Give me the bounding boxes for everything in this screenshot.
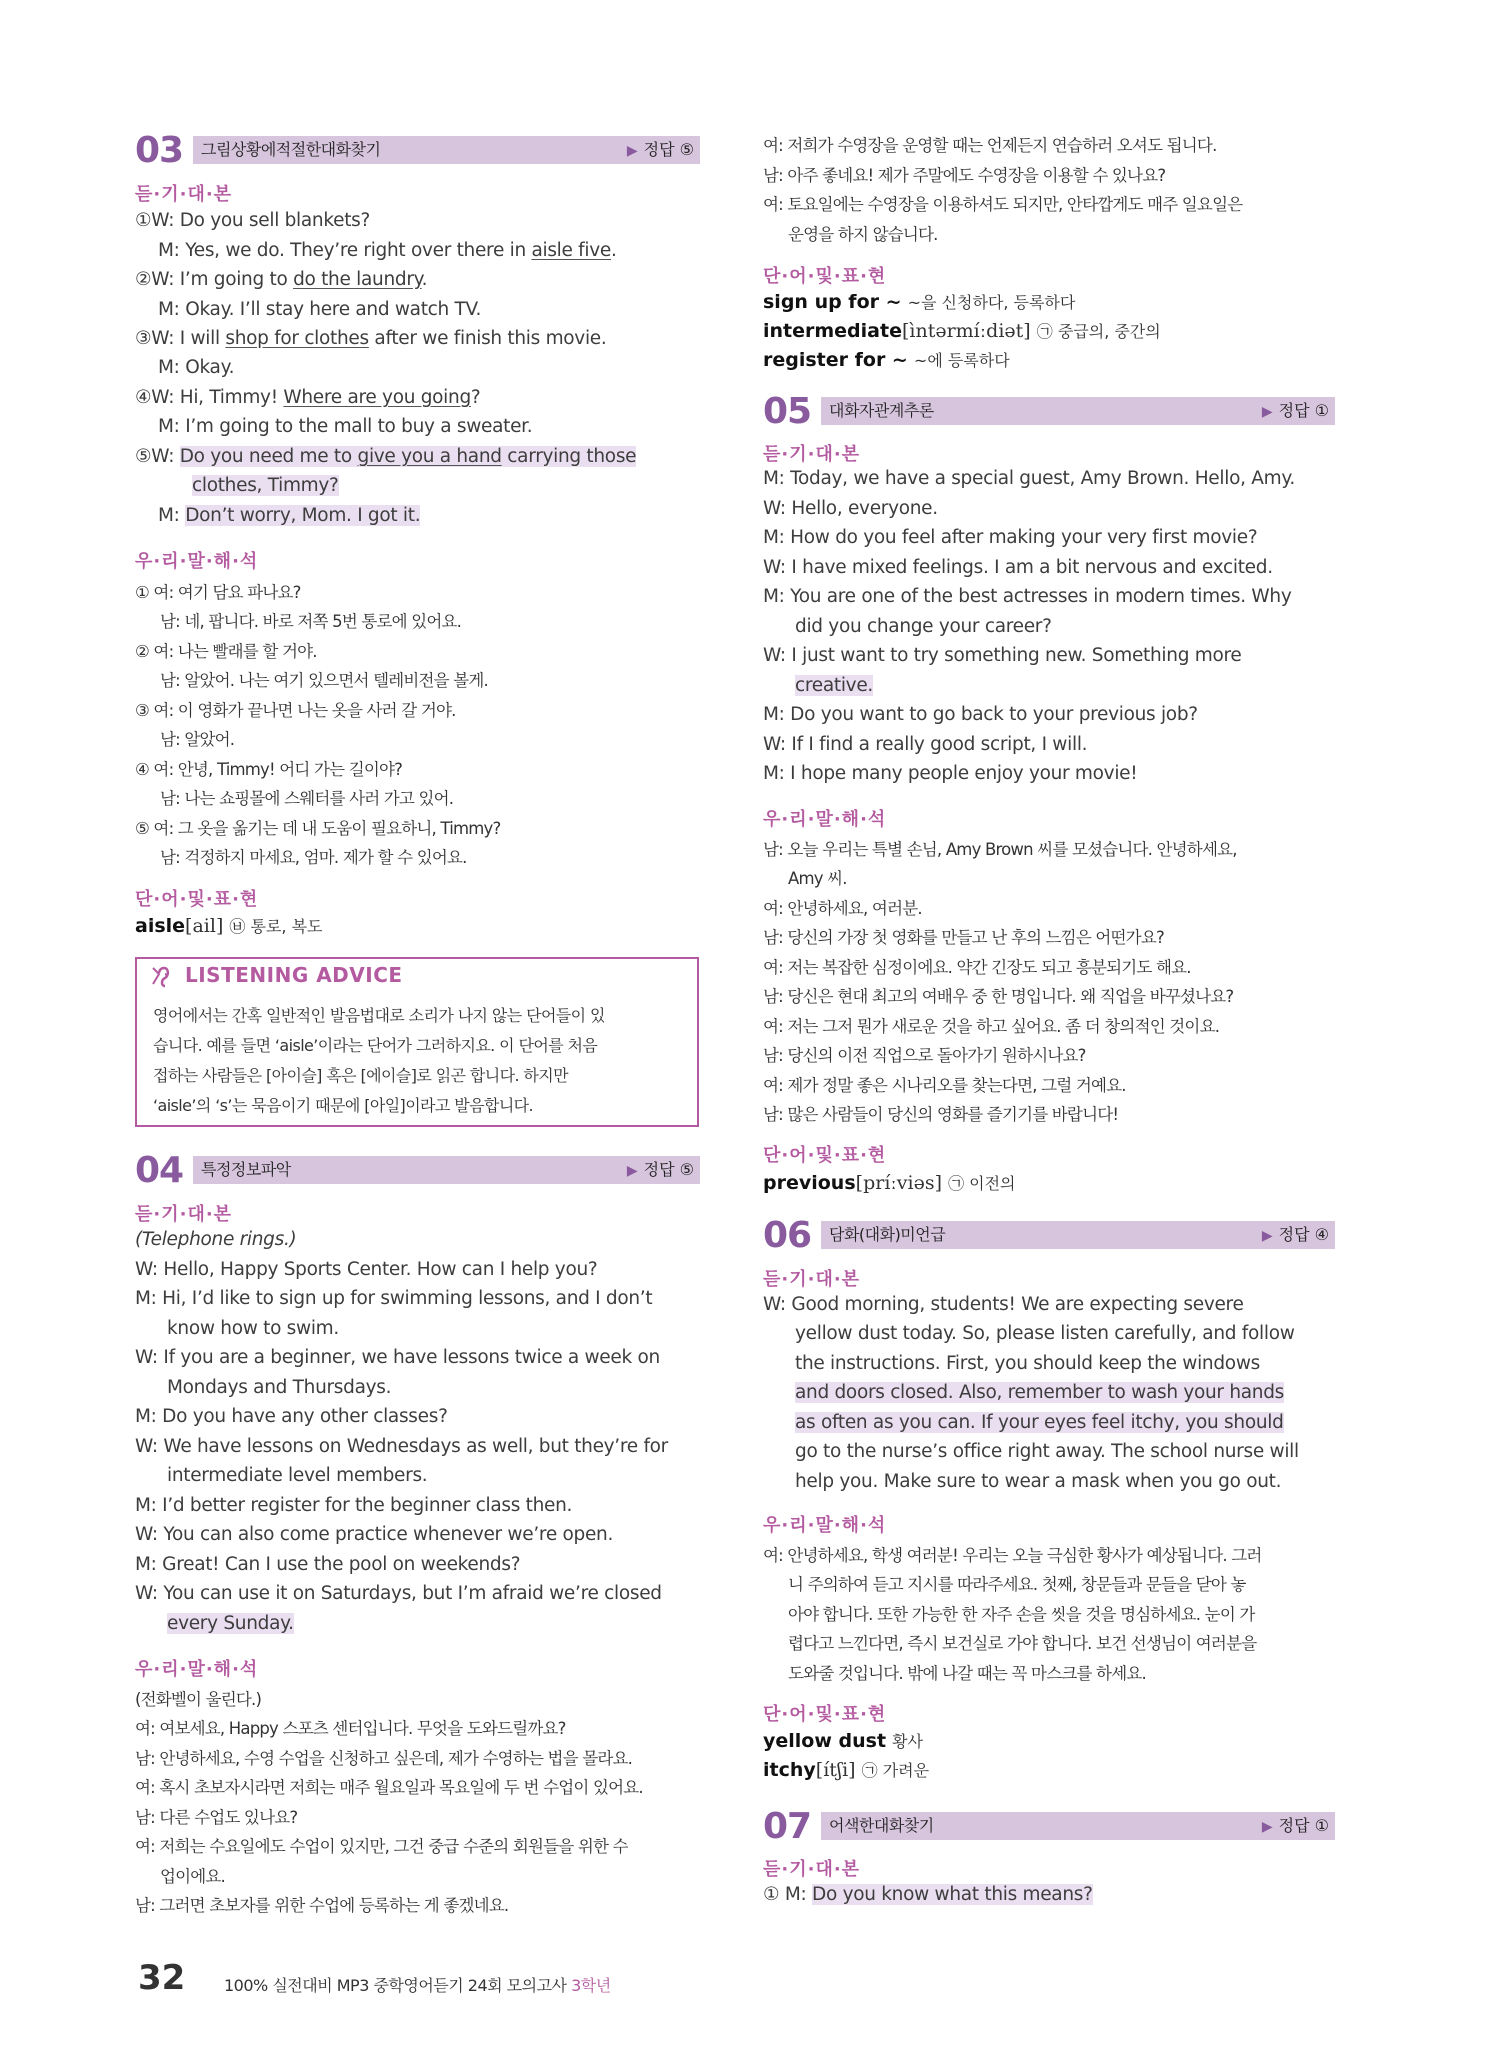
script-line: help you. Make sure to wear a mask when you go out. — [795, 1471, 1282, 1492]
translation-line: 남: 나는 쇼핑몰에 스웨터를 사러 가고 있어. — [160, 789, 454, 808]
triangle-icon: ▶ — [1261, 404, 1273, 420]
translation-line: 여: 안녕하세요, 여러분. — [763, 899, 922, 918]
translation-line: 아야 합니다. 또한 가능한 한 자주 손을 씻을 것을 명심하세요. 눈이 가 — [788, 1605, 1255, 1624]
vocab-item: intermediate[ìntərmíːdiət] ㉠ 중급의, 중간의 — [763, 320, 1161, 342]
script-line: W: We have lessons on Wednesdays as well, but they’re for — [135, 1436, 668, 1457]
triangle-icon: ▶ — [1261, 1819, 1273, 1835]
advice-line: 접하는 사람들은 [아이슬] 혹은 [에이슬]로 읽곤 합니다. 하지만 — [153, 1066, 569, 1085]
script-line: ⑤W: Do you need me to give you a hand carrying those — [135, 446, 637, 467]
vocab-item: aisle[ail] ㉥ 통로, 복도 — [135, 915, 323, 937]
script-line: did you change your career? — [795, 616, 1052, 637]
script-line: ① M: Do you know what this means? — [763, 1884, 1093, 1905]
script-line: M: You are one of the best actresses in modern times. Why — [763, 586, 1292, 607]
question-title-bar — [193, 136, 700, 164]
question-title: 대화자관계추론 — [829, 401, 934, 420]
script-line: and doors closed. Also, remember to wash your hands — [795, 1382, 1284, 1403]
question-title-bar — [821, 1221, 1335, 1249]
question-number: 05 — [763, 391, 812, 432]
translation-line: 남: 많은 사람들이 당신의 영화를 즐기기를 바랍니다! — [763, 1105, 1119, 1124]
question-title-bar — [193, 1156, 700, 1184]
script-line: ④W: Hi, Timmy! Where are you going? — [135, 387, 481, 408]
section-vocab-label: 단·어·및·표·현 — [135, 889, 259, 910]
script-line: (Telephone rings.) — [135, 1229, 297, 1250]
question-title: 어색한대화찾기 — [829, 1816, 934, 1835]
question-title-bar — [821, 1812, 1335, 1840]
script-line: W: If you are a beginner, we have lessons twice a week on — [135, 1347, 660, 1368]
script-line: Mondays and Thursdays. — [167, 1377, 392, 1398]
question-number: 06 — [763, 1215, 812, 1256]
script-line: M: I’m going to the mall to buy a sweater. — [158, 416, 533, 437]
footer-title: 100% 실전대비 MP3 중학영어듣기 24회 모의고사 3학년 — [224, 1976, 611, 1995]
section-script-label: 듣·기·대·본 — [763, 1269, 861, 1290]
section-translation-label: 우·리·말·해·석 — [763, 1515, 887, 1536]
script-line: clothes, Timmy? — [192, 475, 339, 496]
translation-line: 여: 저는 복잡한 심정이에요. 약간 긴장도 되고 흥분되기도 해요. — [763, 958, 1191, 977]
translation-line: ① 여: 여기 담요 파나요? — [135, 583, 301, 602]
script-line: ①W: Do you sell blankets? — [135, 210, 371, 231]
translation-line: 남: 알았어. — [160, 730, 235, 749]
translation-line: 여: 혹시 초보자시라면 저희는 매주 월요일과 목요일에 두 번 수업이 있어요. — [135, 1778, 643, 1797]
script-line: M: Yes, we do. They’re right over there in aisle five. — [158, 240, 617, 261]
translation-line: 남: 네, 팝니다. 바로 저쪽 5번 통로에 있어요. — [160, 612, 462, 631]
section-translation-label: 우·리·말·해·석 — [135, 551, 259, 572]
section-script-label: 듣·기·대·본 — [763, 444, 861, 465]
section-vocab-label: 단·어·및·표·현 — [763, 1145, 887, 1166]
script-line: ②W: I’m going to do the laundry. — [135, 269, 428, 290]
answer-label: ▶ 정답 ① — [1261, 1816, 1329, 1835]
script-line: W: You can use it on Saturdays, but I’m afraid we’re closed — [135, 1583, 662, 1604]
question-05-header — [763, 391, 1335, 433]
script-line: W: If I find a really good script, I will. — [763, 734, 1088, 755]
vocab-item: register for ~ ~에 등록하다 — [763, 349, 1010, 371]
section-vocab-label: 단·어·및·표·현 — [763, 266, 887, 287]
translation-line: 여: 제가 정말 좋은 시나리오를 찾는다면, 그럴 거예요. — [763, 1076, 1126, 1095]
translation-line: 남: 알았어. 나는 여기 있으면서 텔레비전을 볼게. — [160, 671, 488, 690]
script-line: know how to swim. — [167, 1318, 339, 1339]
answer-label: ▶ 정답 ⑤ — [626, 140, 694, 159]
vocab-item: previous[príːviəs] ㉠ 이전의 — [763, 1172, 1016, 1194]
script-line: M: Today, we have a special guest, Amy Brown. Hello, Amy. — [763, 468, 1295, 489]
vocab-item: itchy[ítʃi] ㉠ 가려운 — [763, 1759, 930, 1781]
script-line: W: I just want to try something new. Something more — [763, 645, 1242, 666]
section-translation-label: 우·리·말·해·석 — [135, 1659, 259, 1680]
question-04-header — [135, 1150, 700, 1192]
translation-line: ④ 여: 안녕, Timmy! 어디 가는 길이야? — [135, 760, 403, 779]
script-line: M: How do you feel after making your very first movie? — [763, 527, 1258, 548]
translation-line: ⑤ 여: 그 옷을 옮기는 데 내 도움이 필요하니, Timmy? — [135, 819, 501, 838]
question-number: 07 — [763, 1806, 812, 1847]
translation-line: 남: 당신은 현대 최고의 여배우 중 한 명입니다. 왜 직업을 바꾸셨나요? — [763, 987, 1234, 1006]
script-line: M: I’d better register for the beginner class then. — [135, 1495, 573, 1516]
translation-line: 여: 저는 그저 뭔가 새로운 것을 하고 싶어요. 좀 더 창의적인 것이요. — [763, 1017, 1220, 1036]
section-translation-label: 우·리·말·해·석 — [763, 809, 887, 830]
triangle-icon: ▶ — [626, 143, 638, 159]
translation-line: ② 여: 나는 빨래를 할 거야. — [135, 642, 317, 661]
script-line: every Sunday. — [167, 1613, 294, 1634]
answer-label: ▶ 정답 ① — [1261, 401, 1329, 420]
vocab-item: yellow dust 황사 — [763, 1730, 924, 1752]
translation-line: 남: 당신의 가장 첫 영화를 만들고 난 후의 느낌은 어떤가요? — [763, 928, 1164, 947]
page-number: 32 — [138, 1958, 186, 1998]
translation-line: (전화벨이 울린다.) — [135, 1690, 262, 1709]
translation-line: ③ 여: 이 영화가 끝나면 나는 옷을 사러 갈 거야. — [135, 701, 456, 720]
script-line: intermediate level members. — [167, 1465, 428, 1486]
script-line: M: Okay. — [158, 357, 235, 378]
question-title: 그림상황에적절한대화찾기 — [201, 140, 381, 159]
translation-line: 남: 아주 좋네요! 제가 주말에도 수영장을 이용할 수 있나요? — [763, 166, 1166, 185]
section-script-label: 듣·기·대·본 — [763, 1859, 861, 1880]
vocab-item: sign up for ~ ~을 신청하다, 등록하다 — [763, 291, 1076, 313]
question-number: 04 — [135, 1150, 184, 1191]
translation-line: 업이에요. — [160, 1867, 226, 1886]
script-line: go to the nurse’s office right away. The school nurse will — [795, 1441, 1299, 1462]
translation-line: 남: 다른 수업도 있나요? — [135, 1808, 298, 1827]
script-line: M: Hi, I’d like to sign up for swimming lessons, and I don’t — [135, 1288, 653, 1309]
question-03-header — [135, 130, 700, 172]
script-line: W: I have mixed feelings. I am a bit nervous and excited. — [763, 557, 1273, 578]
answer-label: ▶ 정답 ⑤ — [626, 1160, 694, 1179]
script-line: M: Do you have any other classes? — [135, 1406, 448, 1427]
script-line: as often as you can. If your eyes feel itchy, you should — [795, 1412, 1284, 1433]
script-line: the instructions. First, you should keep the windows — [795, 1353, 1260, 1374]
section-script-label: 듣·기·대·본 — [135, 184, 233, 205]
script-line: W: You can also come practice whenever we’re open. — [135, 1524, 614, 1545]
translation-line: 남: 당신의 이전 직업으로 돌아가기 원하시나요? — [763, 1046, 1086, 1065]
script-line: M: Great! Can I use the pool on weekends? — [135, 1554, 521, 1575]
question-number: 03 — [135, 130, 184, 171]
question-07-header — [763, 1806, 1335, 1848]
advice-line: ‘aisle’의 ‘s’는 묵음이기 때문에 [아일]이라고 발음합니다. — [153, 1096, 534, 1115]
translation-line: 운영을 하지 않습니다. — [788, 225, 938, 244]
question-title-bar — [821, 397, 1335, 425]
translation-line: 니 주의하여 듣고 지시를 따라주세요. 첫째, 창문들과 문들을 닫아 놓 — [788, 1575, 1246, 1594]
translation-line: 여: 토요일에는 수영장을 이용하셔도 되지만, 안타깝게도 매주 일요일은 — [763, 195, 1243, 214]
translation-line: 남: 안녕하세요, 수영 수업을 신청하고 싶은데, 제가 수영하는 법을 몰라요. — [135, 1749, 633, 1768]
script-line: W: Hello, everyone. — [763, 498, 938, 519]
translation-line: 남: 그러면 초보자를 위한 수업에 등록하는 게 좋겠네요. — [135, 1896, 509, 1915]
translation-line: 여: 여보세요, Happy 스포츠 센터입니다. 무엇을 도와드릴까요? — [135, 1719, 566, 1738]
script-line: W: Hello, Happy Sports Center. How can I help you? — [135, 1259, 598, 1280]
script-line: M: I hope many people enjoy your movie! — [763, 763, 1138, 784]
translation-line: 여: 저희는 수요일에도 수업이 있지만, 그건 중급 수준의 회원들을 위한 수 — [135, 1837, 628, 1856]
script-line: M: Don’t worry, Mom. I got it. — [158, 505, 421, 526]
advice-title: LISTENING ADVICE — [149, 963, 403, 990]
section-vocab-label: 단·어·및·표·현 — [763, 1704, 887, 1725]
question-title: 담화(대화)미언급 — [829, 1225, 946, 1244]
triangle-icon: ▶ — [1261, 1228, 1273, 1244]
question-title: 특정정보파악 — [201, 1160, 291, 1179]
script-line: yellow dust today. So, please listen carefully, and follow — [795, 1323, 1295, 1344]
translation-line: 여: 안녕하세요, 학생 여러분! 우리는 오늘 극심한 황사가 예상됩니다. 그러 — [763, 1546, 1262, 1565]
question-06-header — [763, 1215, 1335, 1257]
translation-line: 여: 저희가 수영장을 운영할 때는 언제든지 연습하러 오셔도 됩니다. — [763, 136, 1217, 155]
listening-advice-box — [135, 957, 699, 1127]
script-line: W: Good morning, students! We are expecting severe — [763, 1294, 1244, 1315]
translation-line: 남: 오늘 우리는 특별 손님, Amy Brown 씨를 모셨습니다. 안녕하세요, — [763, 840, 1237, 859]
script-line: M: Do you want to go back to your previous job? — [763, 704, 1198, 725]
translation-line: Amy 씨. — [788, 869, 847, 888]
triangle-icon: ▶ — [626, 1163, 638, 1179]
translation-line: 도와줄 것입니다. 밖에 나갈 때는 꼭 마스크를 하세요. — [788, 1664, 1146, 1683]
script-line: creative. — [795, 675, 873, 696]
script-line: ③W: I will shop for clothes after we finish this movie. — [135, 328, 607, 349]
answer-label: ▶ 정답 ④ — [1261, 1225, 1329, 1244]
advice-text — [153, 1001, 685, 1121]
script-line: M: Okay. I’ll stay here and watch TV. — [158, 299, 482, 320]
ear-icon — [149, 964, 179, 990]
section-script-label: 듣·기·대·본 — [135, 1204, 233, 1225]
advice-line: 습니다. 예를 들면 ‘aisle’이라는 단어가 그러하지요. 이 단어를 처음 — [153, 1036, 598, 1055]
translation-line: 남: 걱정하지 마세요, 엄마. 제가 할 수 있어요. — [160, 848, 467, 867]
translation-line: 렵다고 느낀다면, 즉시 보건실로 가야 합니다. 보건 선생님이 여러분을 — [788, 1634, 1257, 1653]
advice-line: 영어에서는 간혹 일반적인 발음법대로 소리가 나지 않는 단어들이 있 — [153, 1006, 605, 1025]
